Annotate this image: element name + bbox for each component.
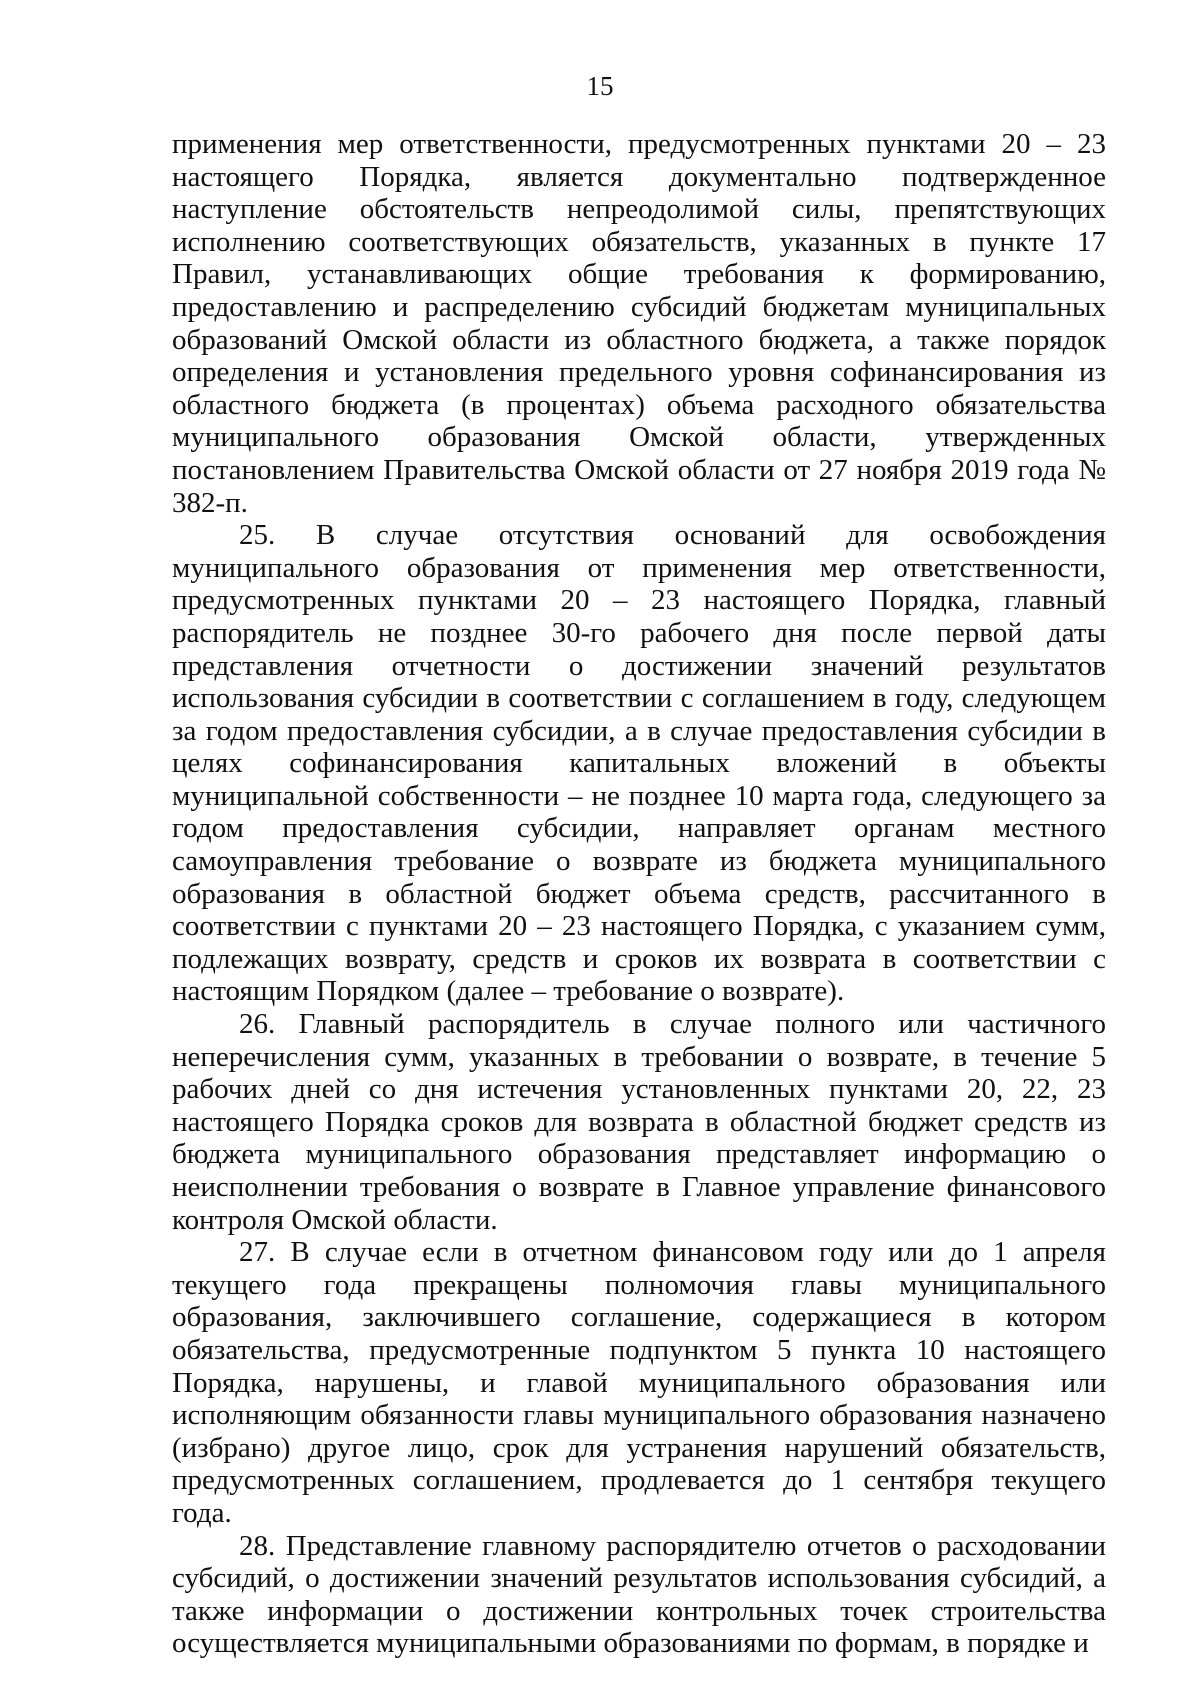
page-number: 15	[586, 71, 614, 101]
paragraph-item-26: 26. Главный распорядитель в случае полного или частичного неперечисления сумм, указанных в требовании о возврате, в течение 5 рабочих дней со дня истечения установленных пунктами 20, 22, 23 настоящего Порядка сроков для возврата в областной бюджет средств из бюджета муниципального образования представляет информацию о неисполнении требования о возврате в Главное управление финансового контроля Омской области.	[172, 1008, 1106, 1236]
paragraph-item-25: 25. В случае отсутствия оснований для освобождения муниципального образования от применения мер ответственности, предусмотренных пунктами 20 – 23 настоящего Порядка, главный распорядитель не позднее 30-го рабочего дня после первой даты представления отчетности о достижении значений результатов использования субсидии в соответствии с соглашением в году, следующем за годом предоставления субсидии, а в случае предоставления субсидии в целях софинансирования капитальных вложений в объекты муниципальной собственности – не позднее 10 марта года, следующего за годом предоставления субсидии, направляет органам местного самоуправления требование о возврате из бюджета муниципального образования в областной бюджет объема средств, рассчитанного в соответствии с пунктами 20 – 23 настоящего Порядка, с указанием сумм, подлежащих возврату, средств и сроков их возврата в соответствии с настоящим Порядком (далее – требование о возврате).	[172, 519, 1106, 1008]
paragraph-continuation: применения мер ответственности, предусмотренных пунктами 20 – 23 настоящего Порядка, является документально подтвержденное наступление обстоятельств непреодолимой силы, препятствующих исполнению соответствующих обязательств, указанных в пункте 17 Правил, устанавливающих общие требования к формированию, предоставлению и распределению субсидий бюджетам муниципальных образований Омской области из областного бюджета, а также порядок определения и установления предельного уровня софинансирования из областного бюджета (в процентах) объема расходного обязательства муниципального образования Омской области, утвержденных постановлением Правительства Омской области от 27 ноября 2019 года № 382-п.	[172, 128, 1106, 519]
document-body	[172, 128, 1106, 1660]
paragraph-item-27: 27. В случае если в отчетном финансовом году или до 1 апреля текущего года прекращены полномочия главы муниципального образования, заключившего соглашение, содержащиеся в котором обязательства, предусмотренные подпунктом 5 пункта 10 настоящего Порядка, нарушены, и главой муниципального образования или исполняющим обязанности главы муниципального образования назначено (избрано) другое лицо, срок для устранения нарушений обязательств, предусмотренных соглашением, продлевается до 1 сентября текущего года.	[172, 1236, 1106, 1529]
paragraph-item-28: 28. Представление главному распорядителю отчетов о расходовании субсидий, о достижении значений результатов использования субсидий, а также информации о достижении контрольных точек строительства осуществляется муниципальными образованиями по формам, в порядке и	[172, 1529, 1106, 1660]
